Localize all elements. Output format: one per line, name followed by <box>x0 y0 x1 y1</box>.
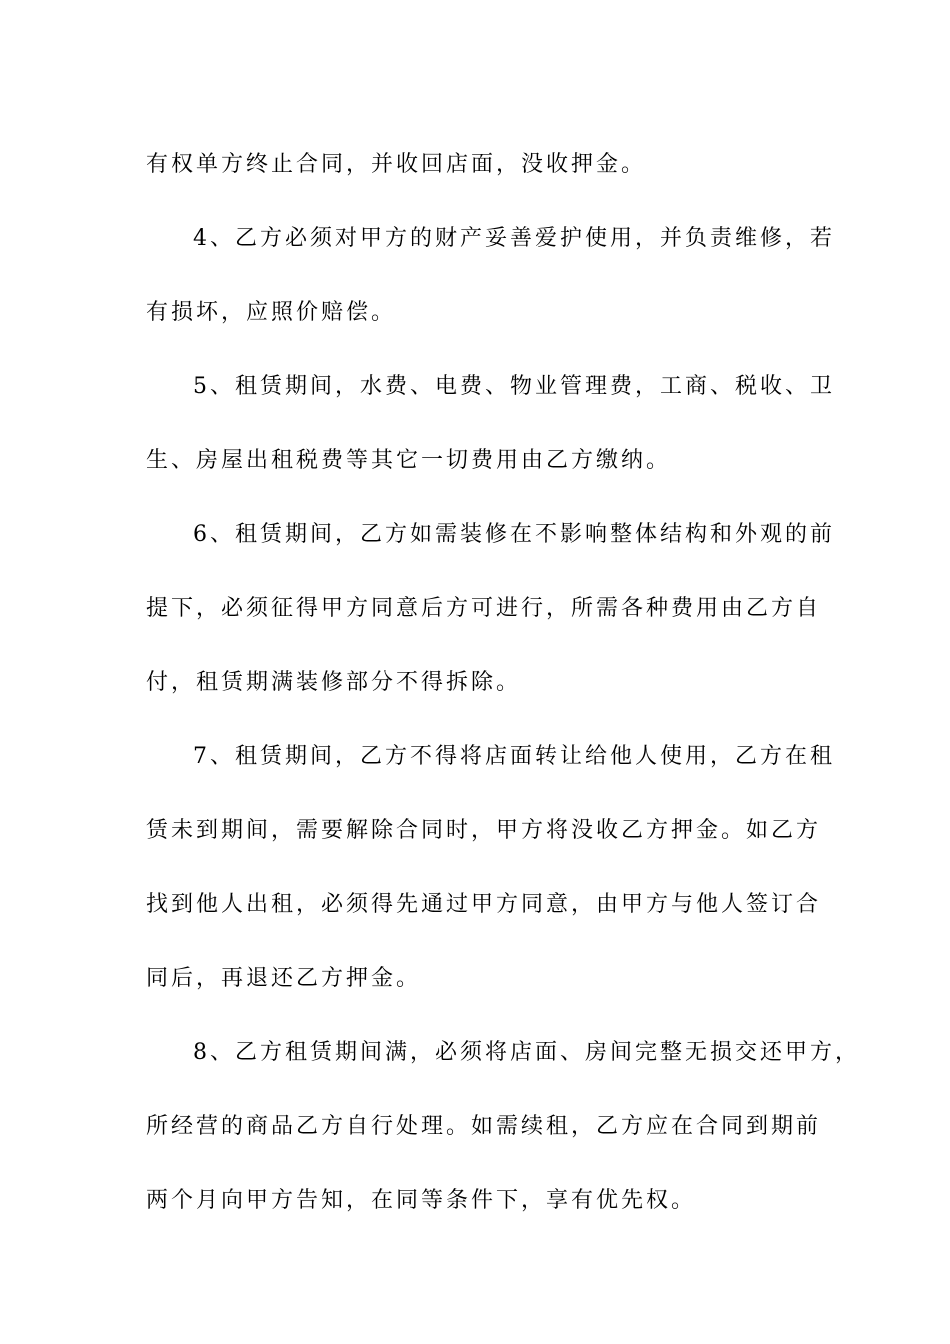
text-line-12: 同后，再退还乙方押金。 <box>146 966 422 991</box>
text-line-15: 两个月向甲方告知，在同等条件下，享有优先权。 <box>146 1188 697 1213</box>
text-line-11: 找到他人出租，必须得先通过甲方同意，由甲方与他人签订合 <box>146 892 822 917</box>
text-line-10: 赁未到期间，需要解除合同时，甲方将没收乙方押金。如乙方 <box>146 818 822 843</box>
text-line-4: 5、租赁期间，水费、电费、物业管理费，工商、税收、卫 <box>193 374 835 399</box>
text-line-14: 所经营的商品乙方自行处理。如需续租，乙方应在合同到期前 <box>146 1114 822 1139</box>
text-line-2: 4、乙方必须对甲方的财产妥善爱护使用，并负责维修，若 <box>193 226 835 251</box>
text-line-6: 6、租赁期间，乙方如需装修在不影响整体结构和外观的前 <box>193 522 835 547</box>
text-line-8: 付，租赁期满装修部分不得拆除。 <box>146 670 522 695</box>
text-line-13: 8、乙方租赁期间满，必须将店面、房间完整无损交还甲方， <box>193 1040 860 1065</box>
text-line-1: 有权单方终止合同，并收回店面，没收押金。 <box>146 152 647 177</box>
document-body <box>146 128 860 1238</box>
text-line-3: 有损坏，应照价赔偿。 <box>146 300 397 325</box>
text-line-5: 生、房屋出租税费等其它一切费用由乙方缴纳。 <box>146 448 672 473</box>
text-line-7: 提下，必须征得甲方同意后方可进行，所需各种费用由乙方自 <box>146 596 822 621</box>
text-line-9: 7、租赁期间，乙方不得将店面转让给他人使用，乙方在租 <box>193 744 835 769</box>
